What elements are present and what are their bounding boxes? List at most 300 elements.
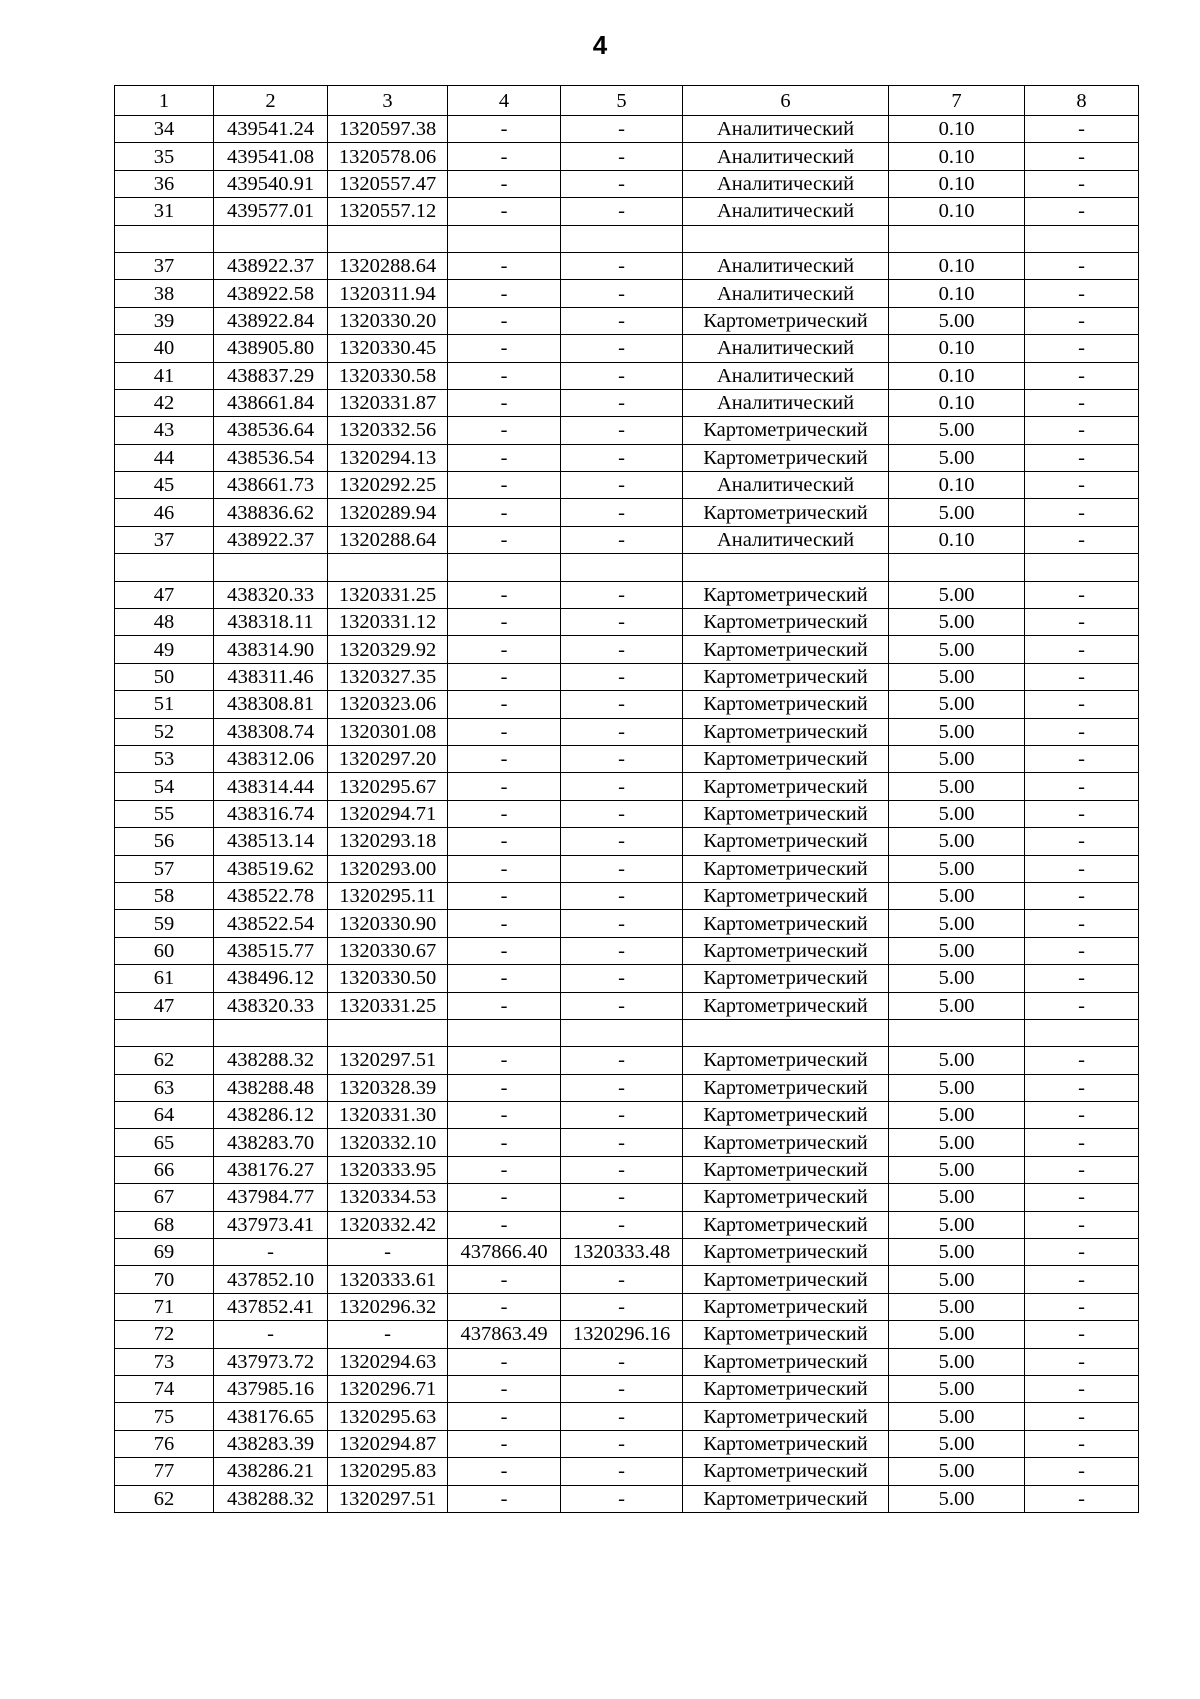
table-cell: - <box>1025 1293 1139 1320</box>
table-cell: - <box>1025 609 1139 636</box>
table-cell: - <box>448 691 561 718</box>
table-row <box>115 362 1139 389</box>
table-cell: Картометрический <box>683 992 889 1019</box>
table-cell: 75 <box>115 1403 214 1430</box>
table-cell: - <box>561 1485 683 1512</box>
table-cell: 5.00 <box>889 937 1025 964</box>
table-cell: 37 <box>115 252 214 279</box>
table-cell: 5.00 <box>889 855 1025 882</box>
table-cell: - <box>448 1458 561 1485</box>
table-row <box>115 143 1139 170</box>
coordinates-table <box>114 85 1139 1513</box>
table-cell: 77 <box>115 1458 214 1485</box>
table-cell: 59 <box>115 910 214 937</box>
table-cell: - <box>448 1430 561 1457</box>
table-cell: - <box>1025 745 1139 772</box>
table-cell: 438522.54 <box>214 910 328 937</box>
table-cell: - <box>561 1129 683 1156</box>
table-cell: 438320.33 <box>214 581 328 608</box>
table-cell: Картометрический <box>683 1184 889 1211</box>
table-cell: - <box>1025 444 1139 471</box>
table-cell: 36 <box>115 170 214 197</box>
table-cell: 5.00 <box>889 1348 1025 1375</box>
table-cell: 438661.84 <box>214 389 328 416</box>
table-cell: Аналитический <box>683 116 889 143</box>
table-cell: 1320557.12 <box>328 198 448 225</box>
table-row <box>115 855 1139 882</box>
table-cell: Аналитический <box>683 143 889 170</box>
table-cell: - <box>1025 581 1139 608</box>
table-cell: Аналитический <box>683 362 889 389</box>
table-cell: 437866.40 <box>448 1239 561 1266</box>
table-cell: - <box>561 745 683 772</box>
table-cell: 1320293.00 <box>328 855 448 882</box>
table-cell: 73 <box>115 1348 214 1375</box>
table-cell: - <box>1025 1430 1139 1457</box>
table-row <box>115 992 1139 1019</box>
table-row <box>115 1485 1139 1512</box>
table-cell: 55 <box>115 800 214 827</box>
table-cell: - <box>561 1211 683 1238</box>
table-cell: 37 <box>115 526 214 553</box>
table-cell: - <box>561 828 683 855</box>
table-cell: 5.00 <box>889 1239 1025 1266</box>
table-cell <box>115 1019 214 1046</box>
table-cell: - <box>561 882 683 909</box>
table-cell: Картометрический <box>683 965 889 992</box>
table-cell: Аналитический <box>683 389 889 416</box>
table-cell: - <box>448 116 561 143</box>
table-cell: - <box>561 116 683 143</box>
table-cell: 1320293.18 <box>328 828 448 855</box>
table-cell: 5.00 <box>889 444 1025 471</box>
table-cell: 1320327.35 <box>328 663 448 690</box>
table-cell <box>328 1019 448 1046</box>
table-cell: 0.10 <box>889 526 1025 553</box>
table-cell: - <box>448 663 561 690</box>
table-cell: - <box>561 444 683 471</box>
table-cell: 5.00 <box>889 691 1025 718</box>
table-cell: 1320292.25 <box>328 472 448 499</box>
table-cell: - <box>1025 198 1139 225</box>
table-row <box>115 937 1139 964</box>
table-cell: 438922.37 <box>214 252 328 279</box>
table-header-row <box>115 86 1139 116</box>
table-cell: - <box>448 1293 561 1320</box>
table-cell: 5.00 <box>889 1485 1025 1512</box>
table-cell: 5.00 <box>889 1293 1025 1320</box>
table-cell: - <box>1025 280 1139 307</box>
table-cell: Картометрический <box>683 882 889 909</box>
table-cell: 1320331.12 <box>328 609 448 636</box>
table-cell <box>561 1019 683 1046</box>
table-row <box>115 1375 1139 1402</box>
table-cell: - <box>448 1047 561 1074</box>
table-cell: - <box>1025 143 1139 170</box>
table-cell: Аналитический <box>683 198 889 225</box>
table-cell: - <box>561 280 683 307</box>
table-cell: 1320297.51 <box>328 1047 448 1074</box>
table-cell: - <box>1025 1266 1139 1293</box>
table-row <box>115 1239 1139 1266</box>
table-cell: Аналитический <box>683 252 889 279</box>
table-cell: Картометрический <box>683 444 889 471</box>
table-cell: 5.00 <box>889 1156 1025 1183</box>
table-cell: - <box>328 1239 448 1266</box>
table-cell: 60 <box>115 937 214 964</box>
table-row <box>115 252 1139 279</box>
table-cell: 1320333.95 <box>328 1156 448 1183</box>
table-cell: 62 <box>115 1485 214 1512</box>
table-row <box>115 1102 1139 1129</box>
table-cell: 437852.10 <box>214 1266 328 1293</box>
table-cell: 35 <box>115 143 214 170</box>
table-cell: 1320297.20 <box>328 745 448 772</box>
table-cell: 437985.16 <box>214 1375 328 1402</box>
table-cell <box>115 225 214 252</box>
table-cell: Картометрический <box>683 1403 889 1430</box>
table-cell <box>328 225 448 252</box>
table-cell: 1320334.53 <box>328 1184 448 1211</box>
table-cell: - <box>1025 882 1139 909</box>
table-cell: - <box>1025 499 1139 526</box>
table-cell: 5.00 <box>889 828 1025 855</box>
table-cell: - <box>1025 335 1139 362</box>
table-cell: 438836.62 <box>214 499 328 526</box>
table-cell: 1320323.06 <box>328 691 448 718</box>
table-cell: 5.00 <box>889 1430 1025 1457</box>
table-cell: Картометрический <box>683 1074 889 1101</box>
table-cell: - <box>1025 800 1139 827</box>
table-cell: 439541.08 <box>214 143 328 170</box>
table-cell: - <box>448 1074 561 1101</box>
table-cell: 1320295.11 <box>328 882 448 909</box>
table-cell: 5.00 <box>889 1321 1025 1348</box>
table-cell: 0.10 <box>889 143 1025 170</box>
table-row <box>115 1074 1139 1101</box>
table-row <box>115 307 1139 334</box>
table-row <box>115 1211 1139 1238</box>
table-cell: - <box>561 362 683 389</box>
table-cell: 5.00 <box>889 1102 1025 1129</box>
table-cell: 1320330.90 <box>328 910 448 937</box>
table-cell <box>683 225 889 252</box>
table-cell <box>328 554 448 581</box>
table-cell: 437863.49 <box>448 1321 561 1348</box>
table-row <box>115 1321 1139 1348</box>
table-row <box>115 745 1139 772</box>
table-separator-row <box>115 1019 1139 1046</box>
table-cell: - <box>561 472 683 499</box>
table-cell: 1320328.39 <box>328 1074 448 1101</box>
table-cell <box>1025 1019 1139 1046</box>
table-cell: 1320333.61 <box>328 1266 448 1293</box>
column-header: 7 <box>889 86 1025 116</box>
table-cell: 1320331.25 <box>328 992 448 1019</box>
table-cell: 5.00 <box>889 1403 1025 1430</box>
table-row <box>115 828 1139 855</box>
table-cell: 438519.62 <box>214 855 328 882</box>
table-cell: 438288.48 <box>214 1074 328 1101</box>
table-cell: Картометрический <box>683 1293 889 1320</box>
table-cell: - <box>448 718 561 745</box>
table-cell: - <box>561 335 683 362</box>
table-cell: - <box>1025 1156 1139 1183</box>
table-cell: Картометрический <box>683 1239 889 1266</box>
table-cell: - <box>448 992 561 1019</box>
table-cell: 0.10 <box>889 198 1025 225</box>
table-cell: - <box>1025 389 1139 416</box>
table-cell: - <box>561 252 683 279</box>
table-cell: 1320332.10 <box>328 1129 448 1156</box>
table-cell: 437984.77 <box>214 1184 328 1211</box>
table-cell: 1320331.25 <box>328 581 448 608</box>
table-cell: 72 <box>115 1321 214 1348</box>
table-cell: - <box>448 1485 561 1512</box>
table-cell: 438922.58 <box>214 280 328 307</box>
table-cell: 439540.91 <box>214 170 328 197</box>
table-cell: Аналитический <box>683 526 889 553</box>
table-cell: - <box>448 828 561 855</box>
table-cell <box>214 554 328 581</box>
table-cell: 1320333.48 <box>561 1239 683 1266</box>
table-cell: 0.10 <box>889 472 1025 499</box>
table-cell: Аналитический <box>683 280 889 307</box>
table-cell: 48 <box>115 609 214 636</box>
table-cell: 1320332.56 <box>328 417 448 444</box>
table-cell: 34 <box>115 116 214 143</box>
table-row <box>115 581 1139 608</box>
table-cell: 438837.29 <box>214 362 328 389</box>
table-cell: - <box>561 992 683 1019</box>
table-row <box>115 1348 1139 1375</box>
table-cell: 1320330.58 <box>328 362 448 389</box>
table-cell: 5.00 <box>889 499 1025 526</box>
table-cell: - <box>448 1403 561 1430</box>
column-header: 1 <box>115 86 214 116</box>
table-cell: - <box>448 1348 561 1375</box>
table-cell: 53 <box>115 745 214 772</box>
table-cell: - <box>561 307 683 334</box>
table-cell <box>214 225 328 252</box>
table-cell: 1320294.87 <box>328 1430 448 1457</box>
table-row <box>115 882 1139 909</box>
table-separator-row <box>115 554 1139 581</box>
table-cell: - <box>561 1403 683 1430</box>
column-header: 3 <box>328 86 448 116</box>
table-cell: 5.00 <box>889 609 1025 636</box>
table-cell: - <box>448 417 561 444</box>
table-cell: 71 <box>115 1293 214 1320</box>
table-cell: - <box>448 636 561 663</box>
table-cell <box>1025 554 1139 581</box>
table-cell: 47 <box>115 581 214 608</box>
table-cell: - <box>1025 828 1139 855</box>
table-cell: Картометрический <box>683 581 889 608</box>
table-cell: 45 <box>115 472 214 499</box>
table-cell: - <box>1025 636 1139 663</box>
table-cell: Картометрический <box>683 937 889 964</box>
column-header: 2 <box>214 86 328 116</box>
table-cell: 40 <box>115 335 214 362</box>
table-cell: Картометрический <box>683 1211 889 1238</box>
table-cell: 438176.27 <box>214 1156 328 1183</box>
table-cell: 5.00 <box>889 773 1025 800</box>
table-cell: - <box>1025 1102 1139 1129</box>
table-cell: 65 <box>115 1129 214 1156</box>
table-cell: 57 <box>115 855 214 882</box>
table-cell: - <box>1025 170 1139 197</box>
table-cell: 39 <box>115 307 214 334</box>
table-cell: 438522.78 <box>214 882 328 909</box>
table-row <box>115 1129 1139 1156</box>
table-cell: 1320330.67 <box>328 937 448 964</box>
table-cell: Картометрический <box>683 773 889 800</box>
table-cell: 58 <box>115 882 214 909</box>
table-cell: Картометрический <box>683 1348 889 1375</box>
table-cell: - <box>1025 1403 1139 1430</box>
table-row <box>115 389 1139 416</box>
table-cell: Картометрический <box>683 1458 889 1485</box>
table-cell: 1320296.71 <box>328 1375 448 1402</box>
table-cell: 43 <box>115 417 214 444</box>
table-cell: - <box>1025 1485 1139 1512</box>
table-cell: 1320301.08 <box>328 718 448 745</box>
table-cell: 1320288.64 <box>328 526 448 553</box>
table-cell: - <box>448 581 561 608</box>
table-row <box>115 1293 1139 1320</box>
table-row <box>115 718 1139 745</box>
table-cell: 438922.37 <box>214 526 328 553</box>
table-cell: - <box>448 1211 561 1238</box>
table-cell: 67 <box>115 1184 214 1211</box>
table-cell: - <box>448 472 561 499</box>
table-cell: 5.00 <box>889 1074 1025 1101</box>
table-cell: - <box>1025 992 1139 1019</box>
table-cell: 1320289.94 <box>328 499 448 526</box>
table-cell: 438536.54 <box>214 444 328 471</box>
table-cell: 438905.80 <box>214 335 328 362</box>
table-cell: 438311.46 <box>214 663 328 690</box>
table-cell: 438312.06 <box>214 745 328 772</box>
table-cell: Аналитический <box>683 170 889 197</box>
table-cell: 0.10 <box>889 389 1025 416</box>
table-cell: 47 <box>115 992 214 1019</box>
table-cell: 0.10 <box>889 116 1025 143</box>
table-cell: - <box>1025 1348 1139 1375</box>
table-cell: - <box>448 143 561 170</box>
table-cell: 5.00 <box>889 1211 1025 1238</box>
column-header: 5 <box>561 86 683 116</box>
table-cell: 438314.44 <box>214 773 328 800</box>
table-cell: - <box>561 389 683 416</box>
table-cell: 5.00 <box>889 417 1025 444</box>
table-cell: Картометрический <box>683 800 889 827</box>
table-cell: 437973.41 <box>214 1211 328 1238</box>
table-cell: 438314.90 <box>214 636 328 663</box>
table-cell: - <box>448 1375 561 1402</box>
table-cell <box>115 554 214 581</box>
table-cell: 5.00 <box>889 1266 1025 1293</box>
table-cell: - <box>448 1266 561 1293</box>
table-cell: Картометрический <box>683 1321 889 1348</box>
table-cell: - <box>448 937 561 964</box>
table-cell: - <box>1025 855 1139 882</box>
table-cell: 66 <box>115 1156 214 1183</box>
table-cell: - <box>561 170 683 197</box>
table-cell: - <box>561 609 683 636</box>
table-cell: 0.10 <box>889 280 1025 307</box>
table-cell: - <box>561 800 683 827</box>
table-cell: 74 <box>115 1375 214 1402</box>
table-cell: 1320557.47 <box>328 170 448 197</box>
table-row <box>115 1430 1139 1457</box>
table-body <box>115 86 1139 1513</box>
table-cell: 5.00 <box>889 965 1025 992</box>
table-cell: - <box>448 444 561 471</box>
table-cell <box>683 554 889 581</box>
table-cell: - <box>561 965 683 992</box>
table-cell: - <box>1025 1129 1139 1156</box>
table-cell: - <box>1025 1321 1139 1348</box>
table-cell: - <box>1025 1184 1139 1211</box>
table-cell: - <box>448 280 561 307</box>
table-cell: - <box>1025 773 1139 800</box>
table-cell: Картометрический <box>683 745 889 772</box>
table-cell: 46 <box>115 499 214 526</box>
column-header: 6 <box>683 86 889 116</box>
table-cell: 438536.64 <box>214 417 328 444</box>
table-cell: Картометрический <box>683 417 889 444</box>
table-cell: 1320597.38 <box>328 116 448 143</box>
table-cell: - <box>448 882 561 909</box>
table-cell: 5.00 <box>889 581 1025 608</box>
table-cell: 62 <box>115 1047 214 1074</box>
table-cell: 439541.24 <box>214 116 328 143</box>
table-row <box>115 499 1139 526</box>
table-cell <box>561 554 683 581</box>
table-cell: 0.10 <box>889 170 1025 197</box>
table-cell: - <box>561 691 683 718</box>
table-cell: - <box>1025 252 1139 279</box>
table-cell: 438308.74 <box>214 718 328 745</box>
table-row <box>115 609 1139 636</box>
table-cell: - <box>1025 362 1139 389</box>
table-cell: - <box>448 1102 561 1129</box>
table-row <box>115 1047 1139 1074</box>
table-cell: 1320297.51 <box>328 1485 448 1512</box>
table-row <box>115 280 1139 307</box>
column-header: 8 <box>1025 86 1139 116</box>
table-cell: 63 <box>115 1074 214 1101</box>
table-cell <box>448 1019 561 1046</box>
table-cell: - <box>448 499 561 526</box>
table-row <box>115 335 1139 362</box>
table-cell: - <box>561 636 683 663</box>
table-cell: 64 <box>115 1102 214 1129</box>
table-cell: 1320330.45 <box>328 335 448 362</box>
table-cell: - <box>561 526 683 553</box>
table-cell: 5.00 <box>889 307 1025 334</box>
table-cell: - <box>1025 1074 1139 1101</box>
table-cell: Картометрический <box>683 1266 889 1293</box>
table-row <box>115 636 1139 663</box>
table-cell: 54 <box>115 773 214 800</box>
table-cell: 5.00 <box>889 663 1025 690</box>
table-cell: 1320294.13 <box>328 444 448 471</box>
table-cell: 61 <box>115 965 214 992</box>
table-cell: - <box>561 937 683 964</box>
